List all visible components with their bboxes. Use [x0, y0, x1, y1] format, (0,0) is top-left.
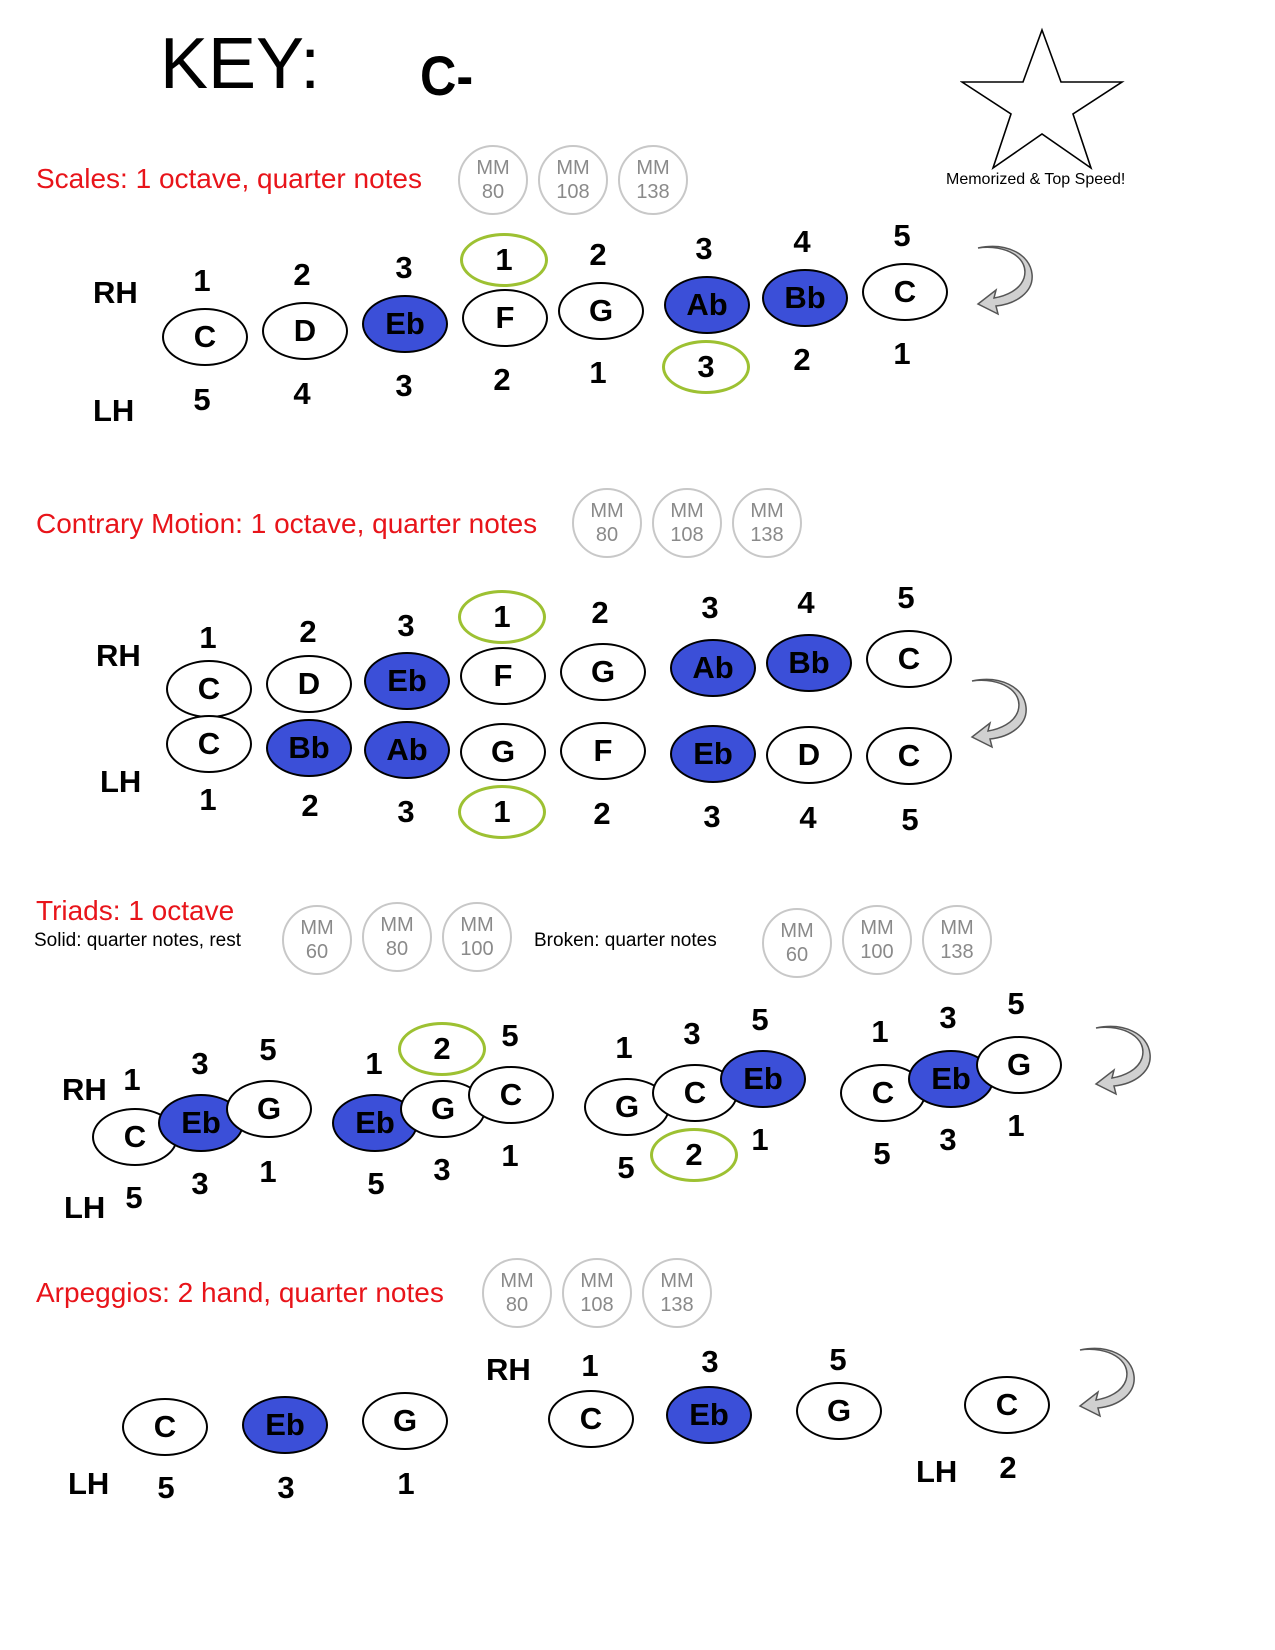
triad4-note-3: G	[976, 1036, 1062, 1094]
triad1-note-1: C	[92, 1108, 178, 1166]
arpeggios-mm-1[interactable]: MM 80	[482, 1258, 552, 1328]
triad1-note-2: Eb	[158, 1094, 244, 1152]
triad2-note-1: Eb	[332, 1094, 418, 1152]
contrary-rh-note-6: Ab	[670, 639, 756, 697]
triads-solid-mm-3[interactable]: MM 100	[442, 902, 512, 972]
scales-rh-finger-4: 1	[460, 233, 548, 287]
triad2-rh-finger-2: 2	[398, 1022, 486, 1076]
triads-solid-mm-1[interactable]: MM 60	[282, 905, 352, 975]
contrary-lh-finger-7: 4	[799, 800, 817, 835]
contrary-title: Contrary Motion: 1 octave, quarter notes	[36, 508, 538, 539]
arp-rh-finger-1: 1	[581, 1348, 599, 1383]
contrary-rh-finger-5: 2	[591, 595, 609, 630]
triad4-lh-finger-1: 5	[873, 1136, 891, 1171]
contrary-lh-note-6: Eb	[670, 725, 756, 783]
contrary-lh-note-8: C	[866, 727, 952, 785]
arp-rh-finger-3: 5	[829, 1342, 847, 1377]
contrary-lh-finger-3: 3	[397, 794, 415, 829]
arp-lh-finger-3: 1	[397, 1466, 415, 1501]
scales-lh-finger-1: 5	[193, 382, 211, 417]
triads-lh-label: LH	[64, 1190, 106, 1225]
contrary-rh-finger-2: 2	[299, 614, 317, 649]
scales-rh-finger-6: 3	[695, 231, 713, 266]
scales-rh-label: RH	[93, 275, 138, 310]
triad4-rh-finger-3: 5	[1007, 986, 1025, 1021]
triad3-lh-finger-3: 1	[751, 1122, 769, 1157]
contrary-lh-note-4: G	[460, 723, 546, 781]
contrary-mm-2[interactable]: MM 108	[652, 488, 722, 558]
contrary-rh-note-5: G	[560, 643, 646, 701]
contrary-rh-finger-4: 1	[458, 590, 546, 644]
scales-rh-finger-7: 4	[793, 224, 811, 259]
arp-top-note: C	[964, 1376, 1050, 1434]
triads-broken-mm-2[interactable]: MM 100	[842, 905, 912, 975]
triad1-lh-finger-1: 5	[125, 1180, 143, 1215]
triad3-lh-finger-1: 5	[617, 1150, 635, 1185]
scales-rh-finger-2: 2	[293, 257, 311, 292]
scales-lh-finger-7: 2	[793, 342, 811, 377]
contrary-lh-note-2: Bb	[266, 719, 352, 777]
triad2-rh-finger-1: 1	[365, 1046, 383, 1081]
contrary-rh-note-4: F	[460, 647, 546, 705]
triad3-rh-finger-1: 1	[615, 1030, 633, 1065]
triad4-lh-finger-3: 1	[1007, 1108, 1025, 1143]
scales-lh-finger-6: 3	[662, 340, 750, 394]
scales-note-3: Eb	[362, 295, 448, 353]
triad1-lh-finger-2: 3	[191, 1166, 209, 1201]
scales-note-1: C	[162, 308, 248, 366]
repeat-arrow-icon	[1094, 1022, 1154, 1102]
triad3-rh-finger-2: 3	[683, 1016, 701, 1051]
scales-note-2: D	[262, 302, 348, 360]
contrary-lh-note-1: C	[166, 715, 252, 773]
arpeggios-mm-3[interactable]: MM 138	[642, 1258, 712, 1328]
contrary-rh-note-2: D	[266, 655, 352, 713]
triad3-lh-finger-2: 2	[650, 1128, 738, 1182]
repeat-arrow-icon	[976, 242, 1036, 322]
triad2-rh-finger-3: 5	[501, 1018, 519, 1053]
arp-lh-finger-2: 3	[277, 1470, 295, 1505]
arp-rh-note-1: C	[548, 1390, 634, 1448]
scales-lh-finger-5: 1	[589, 355, 607, 390]
triads-title: Triads: 1 octave	[36, 895, 235, 926]
triad2-note-3: C	[468, 1066, 554, 1124]
triad4-lh-finger-2: 3	[939, 1122, 957, 1157]
contrary-mm-3[interactable]: MM 138	[732, 488, 802, 558]
triad3-note-3: Eb	[720, 1050, 806, 1108]
triads-rh-label: RH	[62, 1072, 107, 1107]
triad4-rh-finger-2: 3	[939, 1000, 957, 1035]
contrary-lh-finger-8: 5	[901, 802, 919, 837]
arp-lh-note-1: C	[122, 1398, 208, 1456]
repeat-arrow-icon	[970, 675, 1030, 755]
triads-broken-mm-3[interactable]: MM 138	[922, 905, 992, 975]
arp-lh-note-3: G	[362, 1392, 448, 1450]
triad1-rh-finger-1: 1	[123, 1062, 141, 1097]
contrary-rh-finger-1: 1	[199, 620, 217, 655]
scales-lh-finger-3: 3	[395, 368, 413, 403]
arpeggios-mm-2[interactable]: MM 108	[562, 1258, 632, 1328]
triad4-note-1: C	[840, 1064, 926, 1122]
triad2-note-2: G	[400, 1080, 486, 1138]
scales-mm-1[interactable]: MM 80	[458, 145, 528, 215]
scales-note-7: Bb	[762, 269, 848, 327]
triad4-rh-finger-1: 1	[871, 1014, 889, 1049]
triad2-lh-finger-3: 1	[501, 1138, 519, 1173]
scales-lh-finger-8: 1	[893, 336, 911, 371]
contrary-mm-1[interactable]: MM 80	[572, 488, 642, 558]
contrary-rh-finger-3: 3	[397, 608, 415, 643]
triads-broken-label: Broken: quarter notes	[534, 930, 717, 951]
contrary-lh-finger-6: 3	[703, 799, 721, 834]
star-icon	[960, 26, 1130, 171]
arp-lh-label: LH	[68, 1466, 110, 1501]
contrary-rh-finger-7: 4	[797, 585, 815, 620]
arp-lh-note-2: Eb	[242, 1396, 328, 1454]
key-value: C-	[420, 44, 474, 107]
arpeggios-title: Arpeggios: 2 hand, quarter notes	[36, 1277, 444, 1308]
triad1-rh-finger-3: 5	[259, 1032, 277, 1067]
scales-title: Scales: 1 octave, quarter notes	[36, 163, 422, 194]
scales-note-6: Ab	[664, 276, 750, 334]
repeat-arrow-icon	[1078, 1344, 1138, 1424]
arp-top-finger: 2	[999, 1450, 1017, 1485]
contrary-rh-note-8: C	[866, 630, 952, 688]
scales-mm-2[interactable]: MM 108	[538, 145, 608, 215]
scales-rh-finger-8: 5	[893, 218, 911, 253]
contrary-rh-note-7: Bb	[766, 634, 852, 692]
triad2-lh-finger-1: 5	[367, 1166, 385, 1201]
scales-note-5: G	[558, 282, 644, 340]
contrary-lh-note-5: F	[560, 722, 646, 780]
scales-mm-3[interactable]: MM 138	[618, 145, 688, 215]
contrary-lh-finger-2: 2	[301, 788, 319, 823]
scales-lh-finger-2: 4	[293, 376, 311, 411]
contrary-rh-note-1: C	[166, 660, 252, 718]
triad1-lh-finger-3: 1	[259, 1154, 277, 1189]
contrary-lh-note-3: Ab	[364, 721, 450, 779]
contrary-lh-label: LH	[100, 764, 142, 799]
arp-rh-label: RH	[486, 1352, 531, 1387]
arp-lh2-label: LH	[916, 1454, 958, 1489]
triad1-note-3: G	[226, 1080, 312, 1138]
contrary-lh-note-7: D	[766, 726, 852, 784]
triad2-lh-finger-2: 3	[433, 1152, 451, 1187]
contrary-lh-finger-4: 1	[458, 785, 546, 839]
triad1-rh-finger-2: 3	[191, 1046, 209, 1081]
contrary-rh-finger-8: 5	[897, 580, 915, 615]
contrary-lh-finger-5: 2	[593, 796, 611, 831]
triad3-note-2: C	[652, 1064, 738, 1122]
scales-lh-label: LH	[93, 393, 135, 428]
scales-lh-finger-4: 2	[493, 362, 511, 397]
arp-rh-finger-2: 3	[701, 1344, 719, 1379]
triads-solid-mm-2[interactable]: MM 80	[362, 902, 432, 972]
star-caption: Memorized & Top Speed!	[946, 171, 1126, 188]
contrary-rh-finger-6: 3	[701, 590, 719, 625]
scales-rh-finger-3: 3	[395, 250, 413, 285]
arp-rh-note-3: G	[796, 1382, 882, 1440]
triad3-rh-finger-3: 5	[751, 1002, 769, 1037]
scales-rh-finger-1: 1	[193, 263, 211, 298]
scales-note-4: F	[462, 289, 548, 347]
scales-note-8: C	[862, 263, 948, 321]
contrary-lh-finger-1: 1	[199, 782, 217, 817]
arp-lh-finger-1: 5	[157, 1470, 175, 1505]
contrary-rh-label: RH	[96, 638, 141, 673]
triads-broken-mm-1[interactable]: MM 60	[762, 908, 832, 978]
arp-rh-note-2: Eb	[666, 1386, 752, 1444]
key-label: KEY:	[160, 24, 321, 104]
triad3-note-1: G	[584, 1078, 670, 1136]
contrary-rh-note-3: Eb	[364, 652, 450, 710]
triad4-note-2: Eb	[908, 1050, 994, 1108]
triads-solid-label: Solid: quarter notes, rest	[34, 930, 241, 951]
scales-rh-finger-5: 2	[589, 237, 607, 272]
